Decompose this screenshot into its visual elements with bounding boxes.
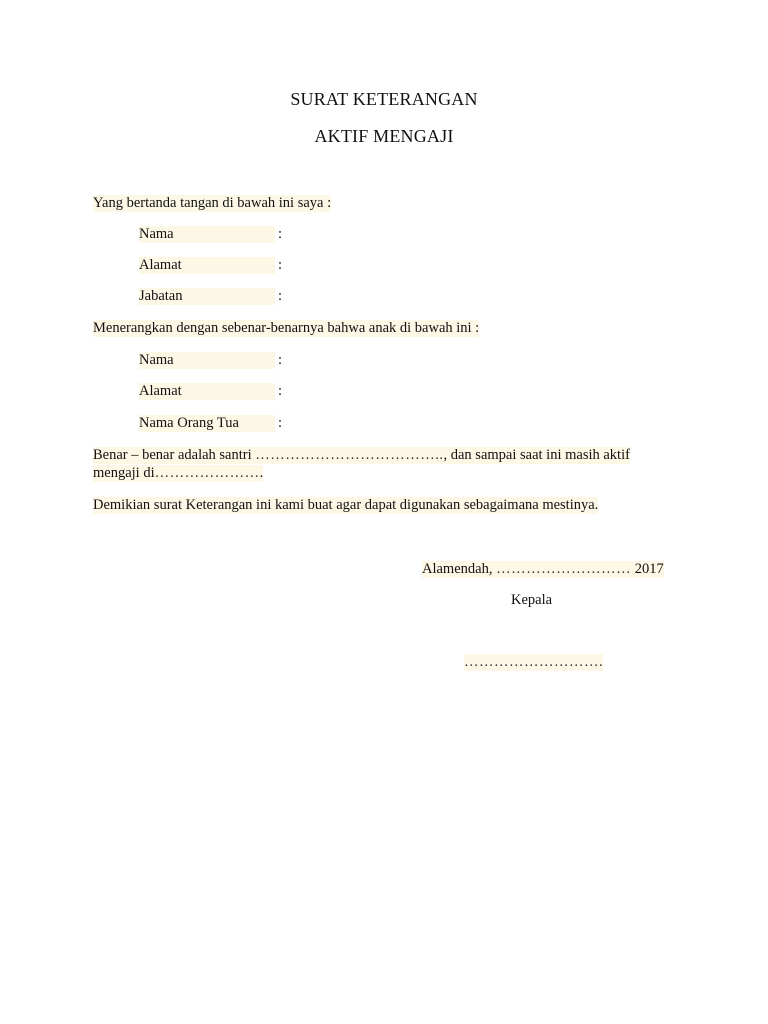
signature-role: Kepala [511,592,553,608]
closing-text: Demikian surat Keterangan ini kami buat agar dapat digunakan sebagaimana mestinya. [93,497,599,513]
student-address-colon: : [278,383,283,399]
signature-date-line: Alamendah, ……………………… 2017 [422,561,664,577]
signer-name-colon: : [278,226,283,242]
statement-text: Menerangkan dengan sebenar-benarnya bahwa anak di bawah ini : [93,320,480,336]
intro-text: Yang bertanda tangan di bawah ini saya : [93,195,332,211]
student-name-colon: : [278,352,283,368]
document-subtitle: AKTIF MENGAJI [314,126,454,146]
signature-name-blank: ………………………. [464,654,604,670]
signer-position-colon: : [278,288,283,304]
signer-address-label: Alamat [139,257,273,274]
santri-blank: ……………………………….. [255,447,444,463]
student-address-label: Alamat [139,383,273,400]
signer-address-colon: : [278,257,283,273]
signer-name-label: Nama [139,226,273,243]
body-line-2: mengaji di…………………. [93,465,264,481]
document-title: SURAT KETERANGAN [290,89,478,109]
date-blank: ……………………… [496,561,632,577]
student-name-label: Nama [139,352,273,369]
parent-name-colon: : [278,415,283,431]
body-line-1: Benar – benar adalah santri ……………………………….., dan sampai saat ini masih aktif [93,447,630,463]
parent-name-label: Nama Orang Tua [139,415,273,432]
signer-position-label: Jabatan [139,288,273,305]
location-blank: ………………… [154,465,260,481]
